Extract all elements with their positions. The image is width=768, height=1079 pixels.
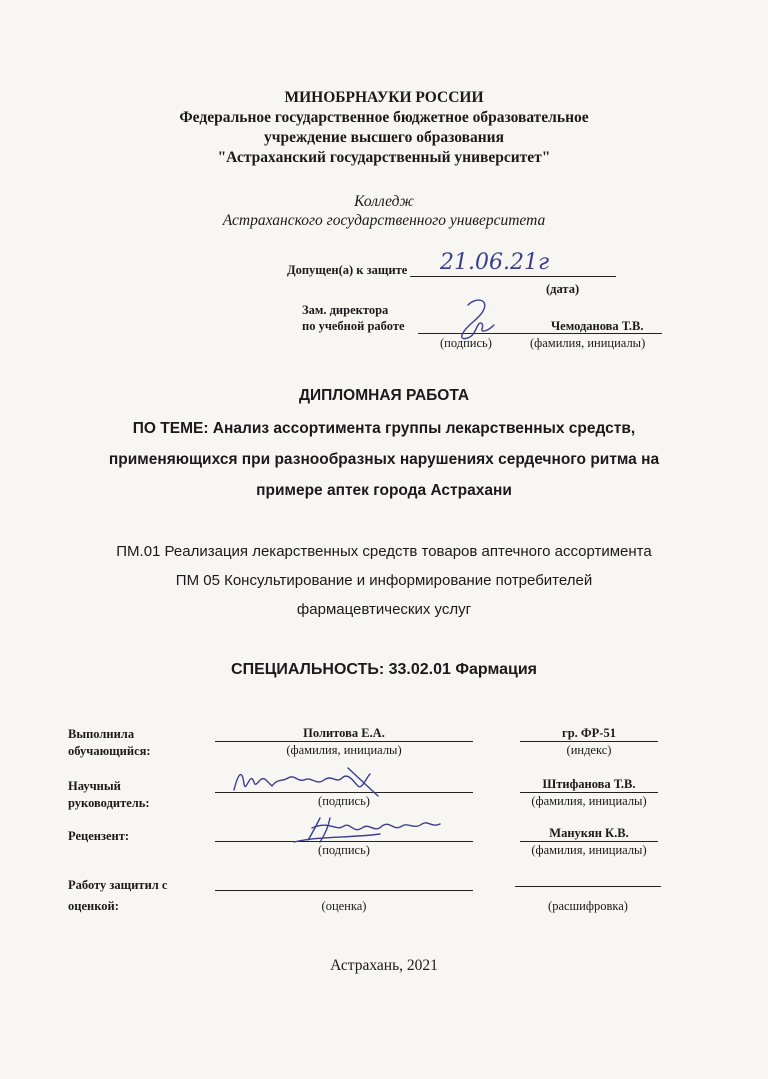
theme-line-3: примере аптек города Астрахани xyxy=(256,482,512,499)
university-name: "Астраханский государственный университет" xyxy=(217,149,551,166)
module-line-2: ПМ 05 Консультирование и информирование потребителей xyxy=(175,572,593,589)
city-year: Астрахань, 2021 xyxy=(330,957,438,974)
advisor-label-2: руководитель: xyxy=(68,796,150,810)
group-caption: (индекс) xyxy=(566,743,612,757)
reviewer-signature-caption: (подпись) xyxy=(318,843,370,857)
specialty: СПЕЦИАЛЬНОСТЬ: 33.02.01 Фармация xyxy=(231,661,537,678)
reviewer-name: Манукян К.В. xyxy=(549,826,629,840)
defended-label-1: Работу защитил с xyxy=(68,878,168,892)
module-line-3: фармацевтических услуг xyxy=(296,601,472,618)
ministry-title: МИНОБРНАУКИ РОССИИ xyxy=(284,89,484,106)
transcript-caption: (расшифровка) xyxy=(548,899,628,913)
college-line-1: Колледж xyxy=(354,193,414,210)
deputy-label-2: по учебной работе xyxy=(302,319,405,333)
theme-line-1: ПО ТЕМЕ: Анализ ассортимента группы лекарственных средств, xyxy=(132,420,636,437)
reviewer-signature xyxy=(290,808,460,848)
work-type: ДИПЛОМНАЯ РАБОТА xyxy=(298,387,470,404)
deputy-label-1: Зам. директора xyxy=(302,303,389,317)
advisor-name: Штифанова Т.В. xyxy=(542,777,636,791)
group-code: гр. ФР-51 xyxy=(562,726,616,740)
organization-line-1: Федеральное государственное бюджетное образовательное xyxy=(179,109,589,126)
advisor-signature-caption: (подпись) xyxy=(318,794,370,808)
deputy-name: Чемоданова Т.В. xyxy=(551,319,644,333)
reviewer-label: Рецензент: xyxy=(68,829,130,843)
date-caption: (дата) xyxy=(546,282,580,296)
deputy-signature-caption: (подпись) xyxy=(440,336,492,350)
grade-caption: (оценка) xyxy=(321,899,367,913)
college-line-2: Астраханского государственного университета xyxy=(222,212,546,229)
student-label-2: обучающийся: xyxy=(68,744,151,758)
reviewer-name-caption: (фамилия, инициалы) xyxy=(531,843,647,857)
date-handwritten: 21.06.21г xyxy=(440,250,550,275)
organization-line-2: учреждение высшего образования xyxy=(264,129,504,146)
student-name: Политова Е.А. xyxy=(303,726,385,740)
defended-label-2: оценкой: xyxy=(68,899,119,913)
advisor-name-caption: (фамилия, инициалы) xyxy=(531,794,647,808)
student-name-caption: (фамилия, инициалы) xyxy=(286,743,402,757)
deputy-name-caption: (фамилия, инициалы) xyxy=(530,336,646,350)
admitted-label: Допущен(а) к защите xyxy=(287,263,408,277)
module-line-1: ПМ.01 Реализация лекарственных средств товаров аптечного ассортимента xyxy=(116,543,652,560)
student-label-1: Выполнила xyxy=(68,727,135,741)
advisor-label-1: Научный xyxy=(68,779,121,793)
theme-line-2: применяющихся при разнообразных нарушениях сердечного ритма на xyxy=(108,451,660,468)
